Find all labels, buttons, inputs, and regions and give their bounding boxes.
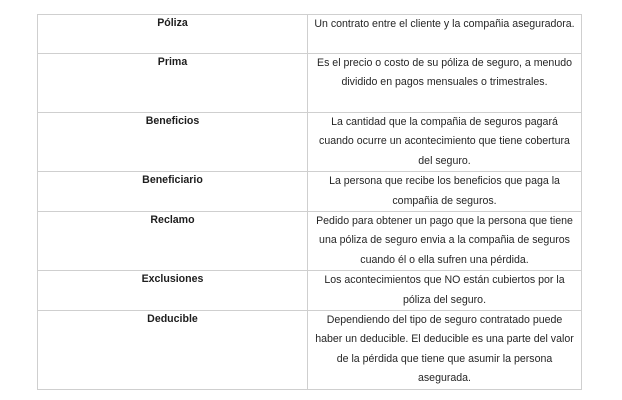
definition-cell: Es el precio o costo de su póliza de seguro, a menudo dividido en pagos mensuales o trimestrales. [308, 54, 582, 113]
term-cell: Póliza [38, 15, 308, 54]
term-cell: Exclusiones [38, 271, 308, 311]
table-row-poliza [38, 15, 582, 54]
table-row-beneficiario [38, 172, 582, 212]
definition-cell: Un contrato entre el cliente y la compañia aseguradora. [308, 15, 582, 54]
definition-cell: Los acontecimientos que NO están cubiertos por la póliza del seguro. [308, 271, 582, 311]
term-cell: Beneficios [38, 113, 308, 172]
definition-cell: La persona que recibe los beneficios que paga la compañia de seguros. [308, 172, 582, 212]
term-cell: Reclamo [38, 212, 308, 271]
table-row-reclamo [38, 212, 582, 271]
definition-cell: Pedido para obtener un pago que la persona que tiene una póliza de seguro envia a la compañia de seguros cuando él o ella sufren una pérdida. [308, 212, 582, 271]
definition-cell: La cantidad que la compañia de seguros pagará cuando ocurre un acontecimiento que tiene cobertura del seguro. [308, 113, 582, 172]
term-cell: Prima [38, 54, 308, 113]
insurance-glossary-table [37, 14, 582, 390]
term-cell: Deducible [38, 311, 308, 390]
table-row-beneficios [38, 113, 582, 172]
table-row-deducible [38, 311, 582, 390]
definition-cell: Dependiendo del tipo de seguro contratado puede haber un deducible. El deducible es una parte del valor de la pérdida que tiene que asumir la persona asegurada. [308, 311, 582, 390]
table-row-exclusiones [38, 271, 582, 311]
term-cell: Beneficiario [38, 172, 308, 212]
table-row-prima [38, 54, 582, 113]
